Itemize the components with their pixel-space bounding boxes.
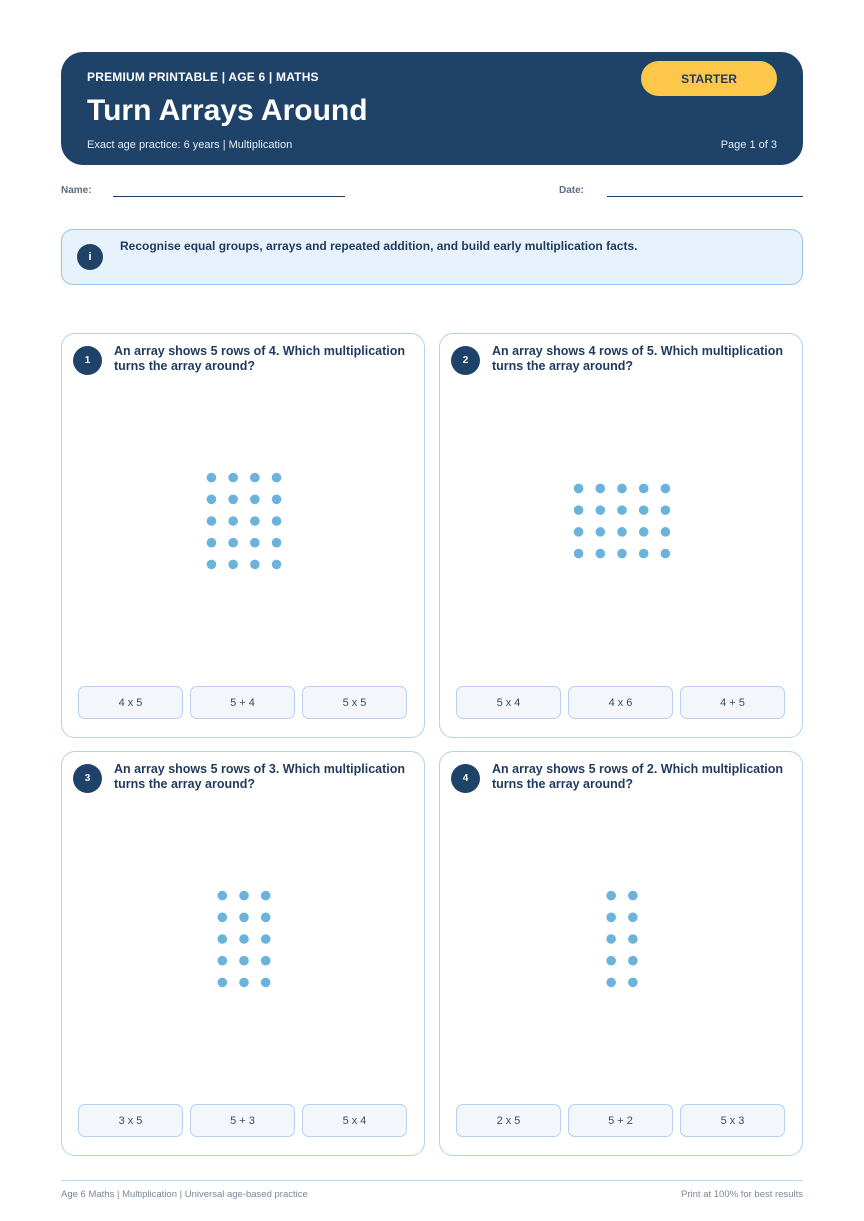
answer-option[interactable]: 4 x 5 (78, 686, 183, 719)
array-dot (639, 505, 649, 515)
array-dot (628, 913, 638, 923)
footer-right-text: Print at 100% for best results (681, 1189, 803, 1200)
array-dot (628, 934, 638, 944)
footer-divider (61, 1180, 803, 1181)
page-number: Page 1 of 3 (720, 139, 777, 151)
array-dot (250, 560, 260, 570)
answer-option[interactable]: 5 + 4 (190, 686, 295, 719)
array-dot (250, 495, 260, 505)
array-dot (596, 505, 606, 515)
array-dot (239, 978, 249, 988)
answer-options (456, 1104, 787, 1137)
question-card-3 (61, 751, 425, 1156)
answer-option[interactable]: 4 + 5 (680, 686, 785, 719)
question-text: An array shows 5 rows of 2. Which multiplication turns the array around? (492, 762, 784, 791)
array-dot (606, 978, 616, 988)
array-dot (596, 549, 606, 559)
array-dot (207, 516, 217, 526)
array-dot (272, 495, 282, 505)
footer-left-text: Age 6 Maths | Multiplication | Universal age-based practice (61, 1189, 308, 1200)
array-dot (261, 956, 271, 966)
question-card-2 (439, 333, 803, 738)
array-dot (661, 527, 671, 537)
name-label: Name: (61, 185, 92, 196)
array-dot (661, 484, 671, 494)
question-number: 1 (73, 346, 102, 375)
array-dot (261, 934, 271, 944)
dot-array (440, 334, 804, 739)
question-number: 2 (451, 346, 480, 375)
array-dot (661, 505, 671, 515)
dot-array (440, 752, 804, 1157)
array-dot (239, 891, 249, 901)
array-dot (228, 516, 238, 526)
answer-option[interactable]: 5 + 2 (568, 1104, 673, 1137)
array-dot (218, 934, 228, 944)
array-dot (207, 495, 217, 505)
array-dot (617, 527, 627, 537)
answer-option[interactable]: 5 x 4 (456, 686, 561, 719)
array-dot (228, 538, 238, 548)
array-dot (628, 956, 638, 966)
header-kicker: PREMIUM PRINTABLE | AGE 6 | MATHS (87, 70, 319, 84)
array-dot (617, 484, 627, 494)
array-dot (207, 538, 217, 548)
dot-array (62, 752, 426, 1157)
array-dot (606, 934, 616, 944)
question-card-4 (439, 751, 803, 1156)
array-dot (574, 549, 584, 559)
answer-options (78, 686, 409, 719)
array-dot (218, 956, 228, 966)
page-title: Turn Arrays Around (87, 94, 368, 127)
array-dot (239, 934, 249, 944)
worksheet-header (61, 52, 803, 165)
question-number: 3 (73, 764, 102, 793)
answer-option[interactable]: 3 x 5 (78, 1104, 183, 1137)
array-dot (272, 516, 282, 526)
array-dot (606, 956, 616, 966)
array-dot (574, 527, 584, 537)
array-dot (261, 891, 271, 901)
array-dot (207, 473, 217, 483)
array-dot (261, 978, 271, 988)
answer-option[interactable]: 5 x 3 (680, 1104, 785, 1137)
answer-options (78, 1104, 409, 1137)
array-dot (617, 549, 627, 559)
array-dot (228, 473, 238, 483)
array-dot (639, 484, 649, 494)
array-dot (218, 891, 228, 901)
array-dot (628, 891, 638, 901)
array-dot (228, 495, 238, 505)
header-subtitle: Exact age practice: 6 years | Multiplication (87, 139, 293, 151)
question-text: An array shows 5 rows of 4. Which multiplication turns the array around? (114, 344, 406, 373)
array-dot (239, 956, 249, 966)
array-dot (218, 913, 228, 923)
dot-array (62, 334, 426, 739)
array-dot (617, 505, 627, 515)
name-field[interactable] (113, 196, 345, 197)
array-dot (218, 978, 228, 988)
answer-option[interactable]: 5 x 4 (302, 1104, 407, 1137)
array-dot (272, 473, 282, 483)
array-dot (574, 484, 584, 494)
question-text: An array shows 5 rows of 3. Which multiplication turns the array around? (114, 762, 406, 791)
info-icon: i (77, 244, 103, 270)
array-dot (207, 560, 217, 570)
array-dot (596, 484, 606, 494)
array-dot (596, 527, 606, 537)
answer-option[interactable]: 4 x 6 (568, 686, 673, 719)
array-dot (606, 891, 616, 901)
answer-option[interactable]: 2 x 5 (456, 1104, 561, 1137)
answer-options (456, 686, 787, 719)
array-dot (250, 473, 260, 483)
array-dot (228, 560, 238, 570)
date-field[interactable] (607, 196, 803, 197)
answer-option[interactable]: 5 + 3 (190, 1104, 295, 1137)
array-dot (606, 913, 616, 923)
array-dot (250, 538, 260, 548)
info-box (61, 229, 803, 285)
array-dot (272, 538, 282, 548)
question-card-1 (61, 333, 425, 738)
question-number: 4 (451, 764, 480, 793)
array-dot (639, 549, 649, 559)
array-dot (261, 913, 271, 923)
array-dot (639, 527, 649, 537)
array-dot (272, 560, 282, 570)
array-dot (250, 516, 260, 526)
array-dot (628, 978, 638, 988)
answer-option[interactable]: 5 x 5 (302, 686, 407, 719)
level-badge: STARTER (641, 61, 777, 96)
question-text: An array shows 4 rows of 5. Which multiplication turns the array around? (492, 344, 784, 373)
date-label: Date: (559, 185, 585, 196)
info-text: Recognise equal groups, arrays and repeated addition, and build early multiplication facts. (120, 239, 638, 253)
array-dot (239, 913, 249, 923)
array-dot (574, 505, 584, 515)
array-dot (661, 549, 671, 559)
